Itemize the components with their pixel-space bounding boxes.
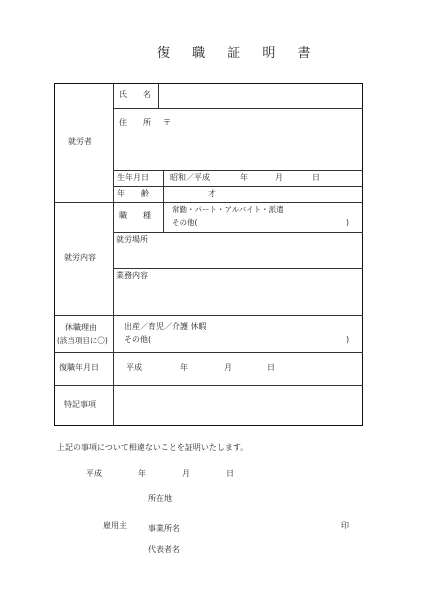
- job-type-options: 常勤・パート・アルバイト・派遣: [172, 205, 284, 214]
- birthdate-month: 月: [275, 173, 283, 182]
- section-label-leave: 休職理由: [65, 323, 97, 332]
- cert-date-month: 月: [182, 469, 190, 478]
- return-date-month: 月: [224, 363, 232, 372]
- name-field[interactable]: [162, 88, 358, 104]
- return-date-era: 平成: [126, 363, 142, 372]
- birth-age-label-divider: [163, 170, 164, 202]
- return-date-day: 日: [267, 363, 275, 372]
- leave-options: 出産／育児／介護 休暇: [124, 322, 207, 331]
- employer-label: 雇用主: [103, 521, 127, 530]
- divider-leave-return: [54, 352, 363, 353]
- leave-other: その他(: [124, 335, 152, 344]
- birthdate-day: 日: [312, 173, 320, 182]
- type-label-divider: [163, 202, 164, 232]
- section-label-notes: 特記事項: [64, 400, 96, 409]
- cert-date-day: 日: [226, 469, 234, 478]
- seal-mark: 印: [341, 521, 349, 530]
- address-label: 住 所: [119, 118, 151, 127]
- divider-return-notes: [54, 385, 363, 386]
- return-date-year: 年: [180, 363, 188, 372]
- cert-date-era: 平成: [86, 469, 102, 478]
- postal-mark: 〒: [163, 118, 171, 127]
- section-label-employee: 就労者: [68, 137, 92, 146]
- divider-type-place: [113, 232, 363, 233]
- divider-birth-age: [113, 186, 363, 187]
- duties-label: 業務内容: [116, 271, 148, 280]
- divider-name-address: [113, 108, 363, 109]
- representative-label: 代表者名: [148, 545, 180, 554]
- birthdate-year: 年: [240, 173, 248, 182]
- location-label: 所在地: [148, 494, 172, 503]
- page-title: 復 職 証 明 書: [157, 46, 320, 61]
- divider-employee-work: [54, 202, 363, 203]
- company-name-label: 事業所名: [148, 524, 180, 533]
- birthdate-era: 昭和／平成: [170, 173, 210, 182]
- job-type-other-close: ): [346, 218, 349, 227]
- leave-other-close: ): [346, 335, 350, 344]
- table-border-left: [54, 83, 55, 425]
- label-column-divider: [113, 83, 114, 425]
- section-sublabel-leave: (該当項目に〇): [57, 336, 108, 345]
- table-border-bottom: [54, 425, 363, 426]
- age-label: 年 齢: [117, 189, 149, 198]
- age-unit: 才: [208, 189, 216, 198]
- job-type-other: その他(: [172, 218, 198, 227]
- table-border-right: [362, 83, 363, 425]
- job-type-label: 職 種: [119, 211, 151, 220]
- divider-address-birth: [113, 170, 363, 171]
- workplace-label: 就労場所: [116, 235, 148, 244]
- certification-statement: 上記の事項について相違ないことを証明いたします。: [57, 443, 249, 452]
- birthdate-label: 生年月日: [117, 173, 149, 182]
- name-label: 氏 名: [119, 90, 151, 99]
- divider-work-leave: [54, 315, 363, 316]
- divider-place-duties: [113, 268, 363, 269]
- table-border-top: [54, 83, 363, 84]
- section-label-return-date: 復職年月日: [59, 363, 99, 372]
- cert-date-year: 年: [138, 469, 146, 478]
- name-label-divider: [158, 83, 159, 108]
- section-label-work: 就労内容: [64, 253, 96, 262]
- address-field[interactable]: [173, 115, 358, 165]
